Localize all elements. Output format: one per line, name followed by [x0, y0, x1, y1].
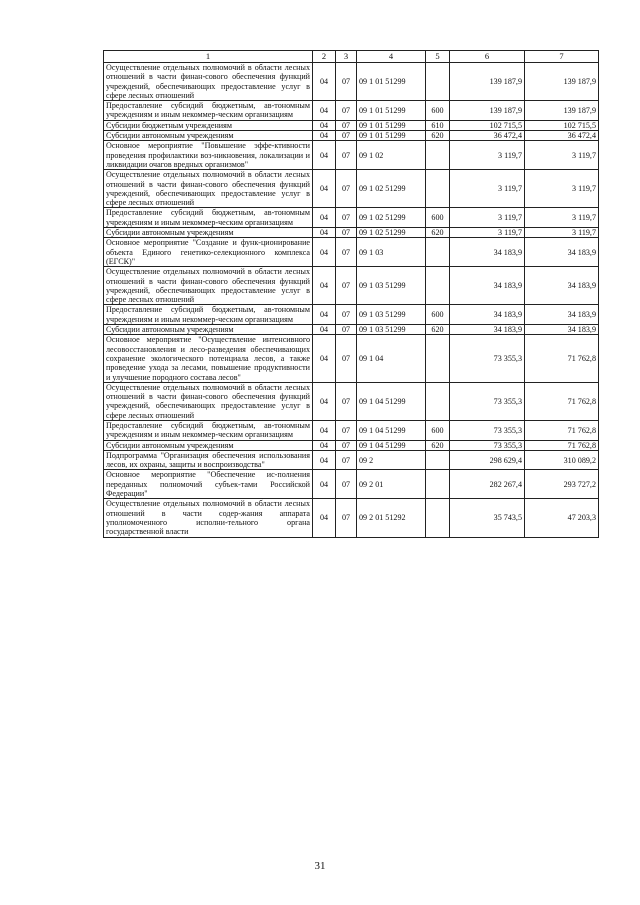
amount-year-2: 102 715,5: [525, 120, 599, 130]
subsection-code: 07: [336, 499, 357, 537]
row-name: Основное мероприятие "Осуществление интенсивного лесовосстановления и лесо-разведения обеспечивающих сохранение экологического потенциала лесов, а также проведение ухода за лесами, повышение продуктивности и улучшение породного состава лесов": [104, 335, 313, 382]
subsection-code: 07: [336, 63, 357, 101]
row-name: Осуществление отдельных полномочий в области лесных отношений в части финан-сового обеспечения функций учреждений, обеспечивающих предоставление услуг в сфере лесных отношений: [104, 267, 313, 305]
amount-year-2: 36 472,4: [525, 131, 599, 141]
target-article-code: 09 1 04 51299: [357, 382, 426, 420]
expense-type-code: 620: [426, 228, 450, 238]
subsection-code: 07: [336, 101, 357, 121]
subsection-code: 07: [336, 170, 357, 208]
expense-type-code: 620: [426, 131, 450, 141]
table-row: [104, 208, 599, 228]
amount-year-2: 34 183,9: [525, 305, 599, 325]
expense-type-code: [426, 470, 450, 499]
amount-year-2: 139 187,9: [525, 101, 599, 121]
amount-year-2: 34 183,9: [525, 267, 599, 305]
expense-type-code: 620: [426, 440, 450, 450]
target-article-code: 09 1 04: [357, 335, 426, 382]
amount-year-2: 139 187,9: [525, 63, 599, 101]
amount-year-1: 34 183,9: [450, 325, 525, 335]
amount-year-1: 139 187,9: [450, 63, 525, 101]
header-cell: 1: [104, 51, 313, 63]
subsection-code: 07: [336, 120, 357, 130]
subsection-code: 07: [336, 450, 357, 470]
subsection-code: 07: [336, 131, 357, 141]
expense-type-code: [426, 170, 450, 208]
subsection-code: 07: [336, 267, 357, 305]
table-row: [104, 305, 599, 325]
expense-type-code: 600: [426, 208, 450, 228]
target-article-code: 09 2: [357, 450, 426, 470]
expense-type-code: [426, 63, 450, 101]
section-code: 04: [313, 120, 336, 130]
header-cell: 3: [336, 51, 357, 63]
section-code: 04: [313, 450, 336, 470]
amount-year-1: 3 119,7: [450, 228, 525, 238]
table-row: [104, 238, 599, 267]
row-name: Основное мероприятие "Создание и функ-ционирование объекта Единого генетико-селекционного комплекса (ЕГСК)": [104, 238, 313, 267]
target-article-code: 09 1 02: [357, 141, 426, 170]
amount-year-1: 298 629,4: [450, 450, 525, 470]
subsection-code: 07: [336, 335, 357, 382]
section-code: 04: [313, 63, 336, 101]
table-row: [104, 267, 599, 305]
expense-type-code: [426, 267, 450, 305]
subsection-code: 07: [336, 420, 357, 440]
target-article-code: 09 1 02 51299: [357, 170, 426, 208]
target-article-code: 09 1 03 51299: [357, 325, 426, 335]
subsection-code: 07: [336, 305, 357, 325]
section-code: 04: [313, 499, 336, 537]
section-code: 04: [313, 420, 336, 440]
amount-year-1: 35 743,5: [450, 499, 525, 537]
amount-year-2: 71 762,8: [525, 382, 599, 420]
expense-type-code: [426, 141, 450, 170]
target-article-code: 09 1 04 51299: [357, 420, 426, 440]
subsection-code: 07: [336, 228, 357, 238]
row-name: Осуществление отдельных полномочий в области лесных отношений в части финан-сового обеспечения функций учреждений, обеспечивающих предоставление услуг в сфере лесных отношений: [104, 63, 313, 101]
amount-year-1: 34 183,9: [450, 305, 525, 325]
target-article-code: 09 1 01 51299: [357, 101, 426, 121]
expense-type-code: 600: [426, 420, 450, 440]
row-name: Субсидии автономным учреждениям: [104, 440, 313, 450]
row-name: Предоставление субсидий бюджетным, ав-тономным учреждениям и иным некоммер-ческим организациям: [104, 305, 313, 325]
table-row: [104, 440, 599, 450]
amount-year-2: 71 762,8: [525, 335, 599, 382]
amount-year-2: 71 762,8: [525, 440, 599, 450]
amount-year-1: 139 187,9: [450, 101, 525, 121]
header-cell: 7: [525, 51, 599, 63]
target-article-code: 09 2 01 51292: [357, 499, 426, 537]
amount-year-1: 34 183,9: [450, 267, 525, 305]
target-article-code: 09 2 01: [357, 470, 426, 499]
row-name: Субсидии автономным учреждениям: [104, 131, 313, 141]
target-article-code: 09 1 01 51299: [357, 131, 426, 141]
subsection-code: 07: [336, 382, 357, 420]
expense-type-code: 620: [426, 325, 450, 335]
section-code: 04: [313, 382, 336, 420]
row-name: Основное мероприятие "Обеспечение ис-полнения переданных полномочий субъек-тами Российской Федерации": [104, 470, 313, 499]
section-code: 04: [313, 267, 336, 305]
table-row: [104, 131, 599, 141]
section-code: 04: [313, 208, 336, 228]
table-row: [104, 170, 599, 208]
table-row: [104, 450, 599, 470]
target-article-code: 09 1 03 51299: [357, 267, 426, 305]
amount-year-2: 34 183,9: [525, 238, 599, 267]
expense-type-code: 600: [426, 101, 450, 121]
row-name: Предоставление субсидий бюджетным, ав-тономным учреждениям и иным некоммер-ческим организациям: [104, 208, 313, 228]
amount-year-1: 73 355,3: [450, 420, 525, 440]
header-cell: 6: [450, 51, 525, 63]
section-code: 04: [313, 131, 336, 141]
amount-year-2: 3 119,7: [525, 141, 599, 170]
target-article-code: 09 1 04 51299: [357, 440, 426, 450]
table-row: [104, 325, 599, 335]
table-row: [104, 499, 599, 537]
header-cell: 2: [313, 51, 336, 63]
amount-year-1: 73 355,3: [450, 440, 525, 450]
row-name: Субсидии автономным учреждениям: [104, 228, 313, 238]
section-code: 04: [313, 141, 336, 170]
row-name: Осуществление отдельных полномочий в области лесных отношений в части финан-сового обеспечения функций учреждений, обеспечивающих предоставление услуг в сфере лесных отношений: [104, 382, 313, 420]
row-name: Предоставление субсидий бюджетным, ав-тономным учреждениям и иным некоммер-ческим организациям: [104, 420, 313, 440]
amount-year-2: 293 727,2: [525, 470, 599, 499]
table-row: [104, 228, 599, 238]
subsection-code: 07: [336, 440, 357, 450]
amount-year-1: 3 119,7: [450, 170, 525, 208]
expense-type-code: [426, 382, 450, 420]
target-article-code: 09 1 01 51299: [357, 120, 426, 130]
row-name: Подпрограмма "Организация обеспечения использования лесов, их охраны, защиты и воспроизводства": [104, 450, 313, 470]
amount-year-1: 102 715,5: [450, 120, 525, 130]
target-article-code: 09 1 03: [357, 238, 426, 267]
table-row: [104, 141, 599, 170]
expense-type-code: [426, 238, 450, 267]
section-code: 04: [313, 305, 336, 325]
amount-year-1: 36 472,4: [450, 131, 525, 141]
amount-year-2: 3 119,7: [525, 228, 599, 238]
section-code: 04: [313, 238, 336, 267]
section-code: 04: [313, 470, 336, 499]
amount-year-2: 71 762,8: [525, 420, 599, 440]
target-article-code: 09 1 02 51299: [357, 228, 426, 238]
expense-type-code: 610: [426, 120, 450, 130]
amount-year-1: 73 355,3: [450, 335, 525, 382]
page-number: 31: [314, 860, 326, 872]
table-row: [104, 120, 599, 130]
subsection-code: 07: [336, 238, 357, 267]
header-cell: 4: [357, 51, 426, 63]
row-name: Субсидии бюджетным учреждениям: [104, 120, 313, 130]
amount-year-1: 3 119,7: [450, 208, 525, 228]
amount-year-2: 3 119,7: [525, 170, 599, 208]
table-row: [104, 63, 599, 101]
expense-type-code: [426, 450, 450, 470]
table-row: [104, 335, 599, 382]
amount-year-2: 34 183,9: [525, 325, 599, 335]
table-body: [104, 51, 599, 538]
subsection-code: 07: [336, 208, 357, 228]
header-cell: 5: [426, 51, 450, 63]
subsection-code: 07: [336, 141, 357, 170]
amount-year-2: 3 119,7: [525, 208, 599, 228]
row-name: Предоставление субсидий бюджетным, ав-тономным учреждениям и иным некоммер-ческим организациям: [104, 101, 313, 121]
expense-type-code: 600: [426, 305, 450, 325]
section-code: 04: [313, 228, 336, 238]
table-row: [104, 470, 599, 499]
table-row: [104, 101, 599, 121]
section-code: 04: [313, 335, 336, 382]
target-article-code: 09 1 01 51299: [357, 63, 426, 101]
expense-type-code: [426, 335, 450, 382]
budget-table: [103, 50, 599, 538]
header-row: [104, 51, 599, 63]
row-name: Осуществление отдельных полномочий в области лесных отношений в части содер-жания аппарата уполномоченного исполни-тельного органа государственной власти: [104, 499, 313, 537]
row-name: Осуществление отдельных полномочий в области лесных отношений в части финан-сового обеспечения функций учреждений, обеспечивающих предоставление услуг в сфере лесных отношений: [104, 170, 313, 208]
amount-year-1: 73 355,3: [450, 382, 525, 420]
amount-year-2: 47 203,3: [525, 499, 599, 537]
row-name: Субсидии автономным учреждениям: [104, 325, 313, 335]
row-name: Основное мероприятие "Повышение эффе-ктивности проведения профилактики воз-никновения, локализации и ликвидации очагов вредных организмов": [104, 141, 313, 170]
section-code: 04: [313, 440, 336, 450]
table-row: [104, 420, 599, 440]
amount-year-1: 282 267,4: [450, 470, 525, 499]
section-code: 04: [313, 101, 336, 121]
amount-year-1: 3 119,7: [450, 141, 525, 170]
target-article-code: 09 1 03 51299: [357, 305, 426, 325]
amount-year-2: 310 089,2: [525, 450, 599, 470]
subsection-code: 07: [336, 470, 357, 499]
section-code: 04: [313, 325, 336, 335]
amount-year-1: 34 183,9: [450, 238, 525, 267]
table-row: [104, 382, 599, 420]
expense-type-code: [426, 499, 450, 537]
target-article-code: 09 1 02 51299: [357, 208, 426, 228]
subsection-code: 07: [336, 325, 357, 335]
section-code: 04: [313, 170, 336, 208]
